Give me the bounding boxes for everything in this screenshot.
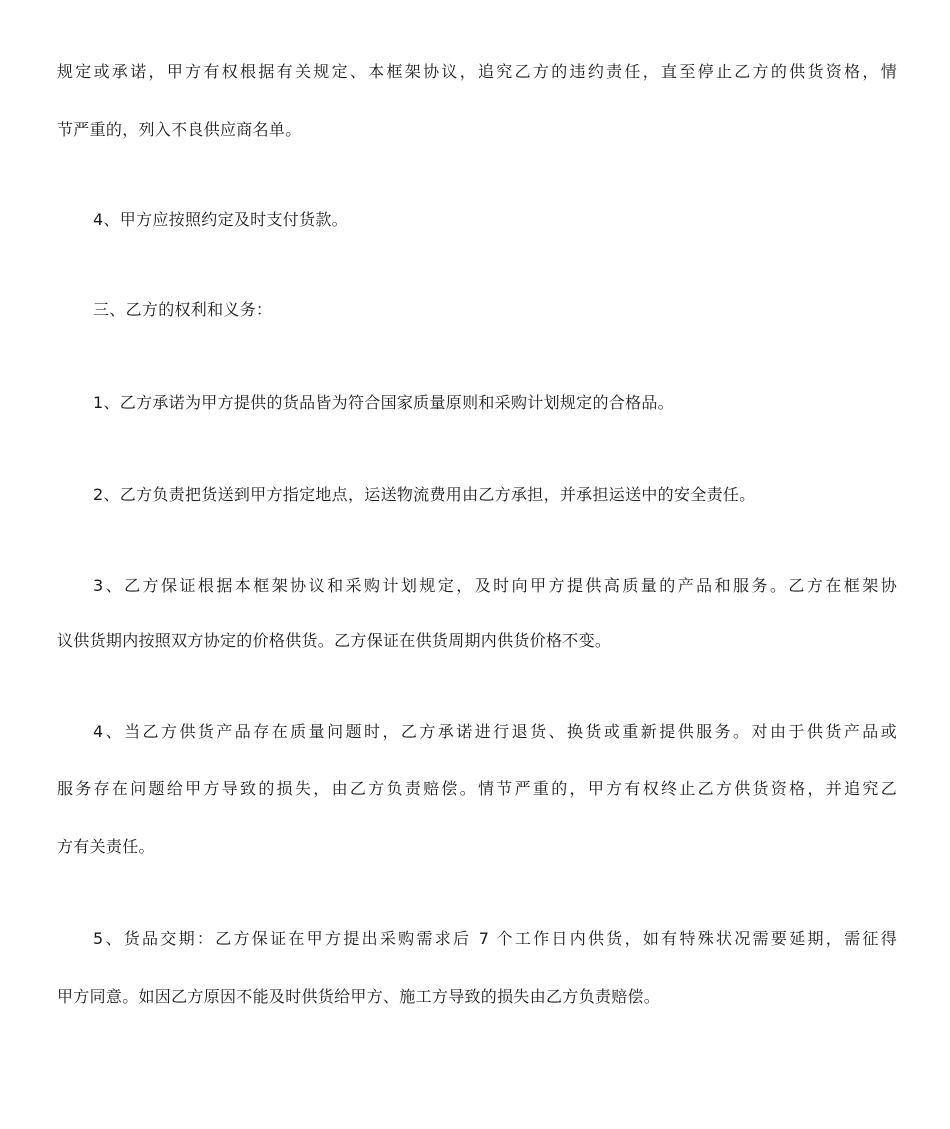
text-line: 方有关责任。	[57, 837, 155, 856]
text-line: 节严重的，列入不良供应商名单。	[57, 120, 302, 139]
text-line: 议供货期内按照双方协定的价格供货。乙方保证在供货周期内供货价格不变。	[57, 631, 612, 650]
text-line: 4、甲方应按照约定及时支付货款。	[93, 210, 348, 229]
text-line: 1、乙方承诺为甲方提供的货品皆为符合国家质量原则和采购计划规定的合格品。	[93, 393, 674, 412]
text-line: 2、乙方负责把货送到甲方指定地点，运送物流费用由乙方承担，并承担运送中的安全责任。	[93, 485, 756, 504]
text-line: 4、当乙方供货产品存在质量问题时，乙方承诺进行退货、换货或重新提供服务。对由于供货产品或	[93, 722, 897, 741]
section-heading: 三、乙方的权利和义务：	[93, 300, 273, 319]
text-line: 规定或承诺，甲方有权根据有关规定、本框架协议，追究乙方的违约责任，直至停止乙方的供货资格，情	[57, 62, 897, 81]
text-line: 甲方同意。如因乙方原因不能及时供货给甲方、施工方导致的损失由乙方负责赔偿。	[57, 987, 661, 1006]
text-line: 服务存在问题给甲方导致的损失，由乙方负责赔偿。情节严重的，甲方有权终止乙方供货资格，并追究乙	[57, 779, 897, 798]
text-line: 5、货品交期：乙方保证在甲方提出采购需求后 7 个工作日内供货，如有特殊状况需要延期，需征得	[93, 929, 897, 948]
text-line: 3、乙方保证根据本框架协议和采购计划规定，及时向甲方提供高质量的产品和服务。乙方在框架协	[93, 576, 897, 595]
